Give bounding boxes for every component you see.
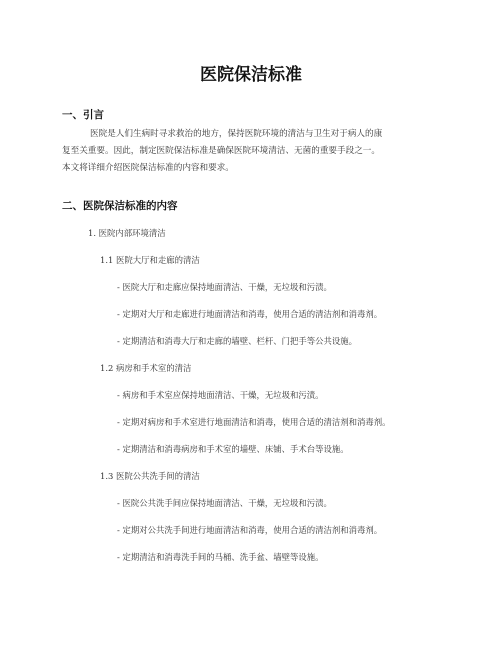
list-heading-level1: 1. 医院内部环境清洁: [88, 228, 166, 238]
intro-paragraph: [62, 126, 440, 177]
list-item: - 医院大厅和走廊应保持地面清洁、干燥，无垃圾和污渍。: [117, 282, 332, 292]
list-item: - 定期清洁和消毒洗手间的马桶、洗手盆、墙壁等设施。: [117, 552, 324, 562]
list-item: - 病房和手术室应保持地面清洁、干燥，无垃圾和污渍。: [117, 390, 324, 400]
subsection-label: 1.1 医院大厅和走廊的清洁: [100, 255, 200, 265]
intro-line: 医院是人们生病时寻求救治的地方，保持医院环境的清洁与卫生对于病人的康: [90, 129, 383, 139]
section-heading-intro: 一、引言: [62, 109, 104, 121]
list-item: - 定期清洁和消毒病房和手术室的墙壁、床铺、手术台等设施。: [117, 444, 349, 454]
subsection-label: 1.2 病房和手术室的清洁: [100, 363, 192, 373]
page-title: 医院保洁标准: [200, 65, 302, 85]
list-item: - 定期清洁和消毒大厅和走廊的墙壁、栏杆、门把手等公共设施。: [117, 336, 357, 346]
intro-line: 本文将详细介绍医院保洁标准的内容和要求。: [62, 163, 234, 173]
list-item: - 定期对病房和手术室进行地面清洁和消毒，使用合适的清洁剂和消毒剂。: [117, 417, 391, 427]
intro-line: 复至关重要。因此，制定医院保洁标准是确保医院环境清洁、无菌的重要手段之一。: [62, 146, 380, 156]
section-heading-content: 二、医院保洁标准的内容: [62, 200, 178, 212]
list-item: - 医院公共洗手间应保持地面清洁、干燥，无垃圾和污渍。: [117, 498, 332, 508]
list-item: - 定期对大厅和走廊进行地面清洁和消毒，使用合适的清洁剂和消毒剂。: [117, 309, 383, 319]
subsection-label: 1.3 医院公共洗手间的清洁: [100, 471, 200, 481]
list-item: - 定期对公共洗手间进行地面清洁和消毒，使用合适的清洁剂和消毒剂。: [117, 525, 383, 535]
